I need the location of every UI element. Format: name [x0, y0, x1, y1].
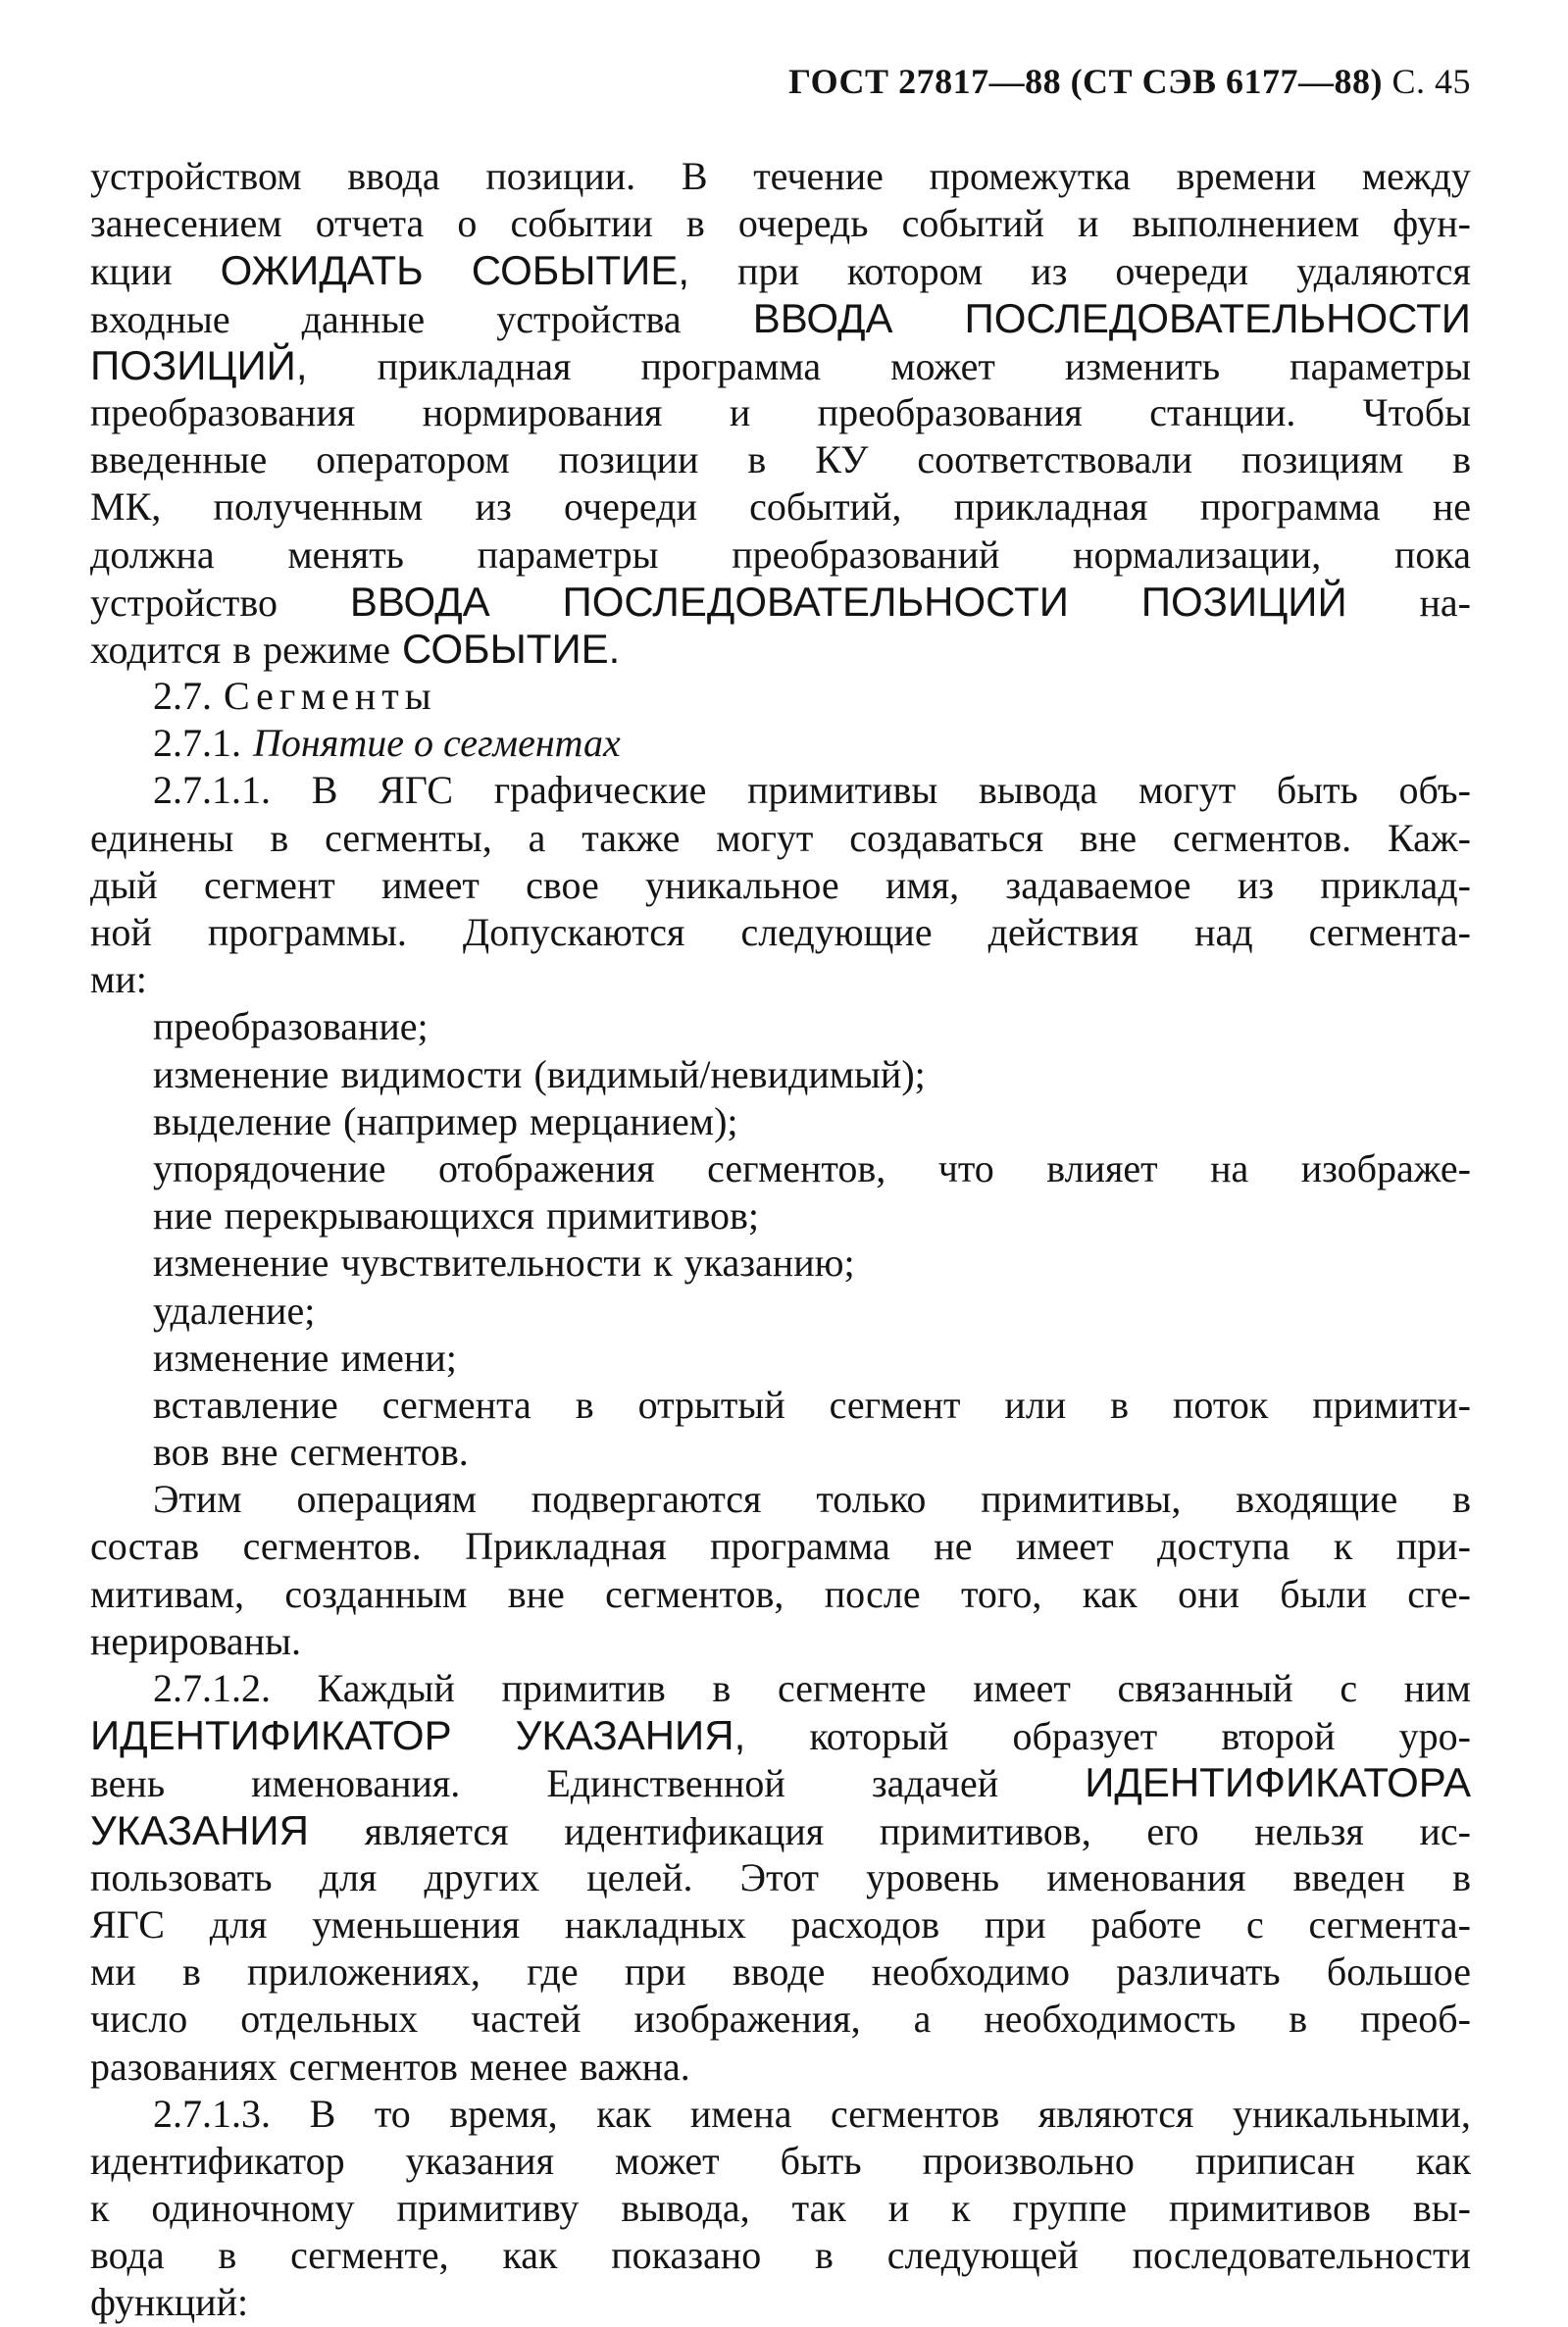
text-line: кции ОЖИДАТЬ СОБЫТИЕ, при котором из очереди удаляются — [90, 247, 1471, 294]
text-line: занесением отчета о событии в очередь событий и выполнением фун- — [90, 201, 1471, 246]
text-line: 2.7.1.2. Каждый примитив в сегменте имеет связанный с ним — [153, 1666, 1471, 1710]
text-line: число отдельных частей изображения, а необходимость в преоб- — [90, 1997, 1471, 2042]
text-line: УКАЗАНИЯ является идентификация примитивов, его нельзя ис- — [90, 1806, 1471, 1853]
document-body — [90, 153, 1471, 2327]
text-line: ЯГС для уменьшения накладных расходов при работе с сегмента- — [90, 1901, 1471, 1947]
text-line: митивам, созданным вне сегментов, после того, как они были сге- — [90, 1571, 1471, 1616]
text-line: входные данные устройства ВВОДА ПОСЛЕДОВАТЕЛЬНОСТИ — [90, 294, 1471, 341]
text-line: вень именования. Единственной задачей ИДЕНТИФИКАТОРА — [90, 1759, 1471, 1806]
text-line: 2.7.1.3. В то время, как имена сегментов являются уникальными, — [153, 2091, 1471, 2136]
text-line: к одиночному примитиву вывода, так и к группе примитивов вы- — [90, 2186, 1471, 2231]
text-line: 2.7.1. Понятие о сегментах — [153, 721, 621, 766]
text-line: удаление; — [153, 1288, 316, 1333]
text-line: преобразование; — [153, 1004, 429, 1049]
text-line: Этим операциям подвергаются только примитивы, входящие в — [153, 1477, 1471, 1522]
text-line: 2.7. Сегменты — [153, 674, 437, 719]
standard-title: ГОСТ 27817—88 (СТ СЭВ 6177—88) — [788, 62, 1383, 101]
document-page — [90, 0, 1471, 2325]
text-line: идентификатор указания может быть произвольно приписан как — [90, 2138, 1471, 2183]
text-line: изменение видимости (видимый/невидимый); — [153, 1051, 926, 1096]
text-line: нерированы. — [90, 1618, 301, 1663]
text-line: ние перекрывающихся примитивов; — [153, 1193, 760, 1239]
text-line: ми: — [90, 957, 147, 1002]
text-line: ПОЗИЦИЙ, прикладная программа может изменить параметры — [90, 341, 1471, 388]
text-line: преобразования нормирования и преобразования станции. Чтобы — [90, 389, 1471, 434]
text-line: 2.7.1.1. В ЯГС графические примитивы вывода могут быть объ- — [153, 768, 1471, 813]
text-line: состав сегментов. Прикладная программа не имеет доступа к при- — [90, 1524, 1471, 1569]
text-line: разованиях сегментов менее важна. — [90, 2044, 690, 2089]
text-line: единены в сегменты, а также могут создаваться вне сегментов. Каж- — [90, 815, 1471, 860]
page-number: С. 45 — [1391, 62, 1471, 101]
text-line: вода в сегменте, как показано в следующей последовательности — [90, 2233, 1471, 2278]
text-line: выделение (например мерцанием); — [153, 1098, 738, 1143]
text-line: должна менять параметры преобразований нормализации, пока — [90, 531, 1471, 577]
text-line: ходится в режиме СОБЫТИЕ. — [90, 625, 621, 672]
text-line: введенные оператором позиции в КУ соответствовали позициям в — [90, 437, 1471, 482]
text-line: изменение имени; — [153, 1335, 457, 1380]
text-line: пользовать для других целей. Этот уровень именования введен в — [90, 1854, 1471, 1899]
text-line: МК, полученным из очереди событий, прикладная программа не — [90, 484, 1471, 530]
text-line: вставление сегмента в отрытый сегмент или в поток примити- — [153, 1382, 1471, 1427]
text-line: устройство ВВОДА ПОСЛЕДОВАТЕЛЬНОСТИ ПОЗИЦИЙ на- — [90, 578, 1471, 625]
text-line: ми в приложениях, где при вводе необходимо различать большое — [90, 1949, 1471, 1995]
text-line: вов вне сегментов. — [153, 1430, 469, 1475]
text-line: дый сегмент имеет свое уникальное имя, задаваемое из приклад- — [90, 862, 1471, 907]
text-line: устройством ввода позиции. В течение промежутка времени между — [90, 154, 1471, 198]
text-line: функций: — [90, 2280, 249, 2325]
text-line: упорядочение отображения сегментов, что влияет на изображе- — [153, 1145, 1471, 1190]
text-line: ной программы. Допускаются следующие действия над сегмента- — [90, 910, 1471, 954]
text-line: изменение чувствительности к указанию; — [153, 1240, 855, 1286]
page-header — [788, 61, 1471, 102]
text-line: ИДЕНТИФИКАТОР УКАЗАНИЯ, который образует второй уро- — [90, 1712, 1471, 1759]
